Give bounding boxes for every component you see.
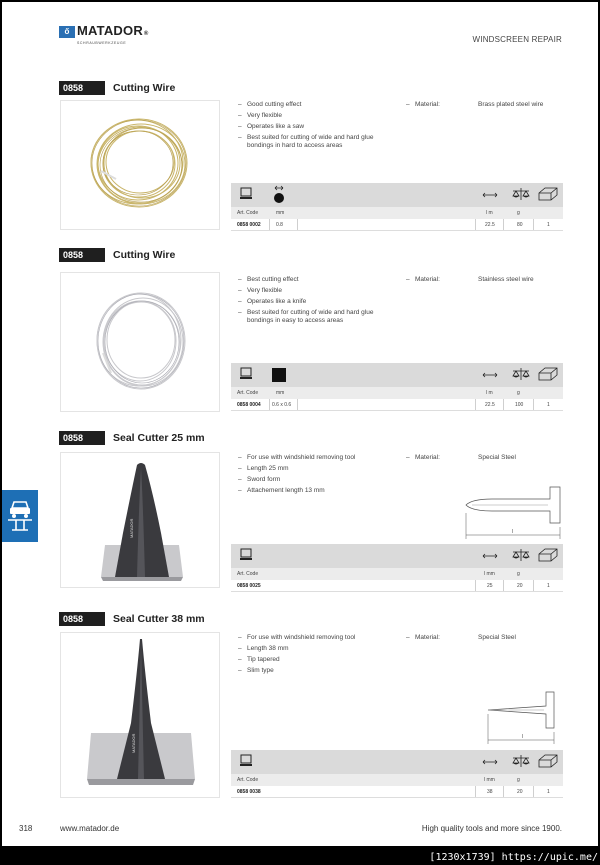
length-icon (482, 372, 498, 378)
matador-logo (59, 24, 149, 46)
spec-table-units (231, 207, 563, 219)
footer-slogan: High quality tools and more since 1900. (421, 824, 562, 833)
feature-item: – Very flexible (238, 112, 398, 120)
product-code-badge: 0858 (59, 612, 105, 626)
value-length: 22.5 (485, 402, 495, 408)
unit-art-code: Art. Code (237, 210, 259, 216)
package-icon (538, 753, 558, 769)
feature-list (238, 634, 398, 678)
article-code: 0858 0038 (237, 789, 261, 795)
feature-item: – Operates like a saw (238, 123, 398, 131)
spec-table-icons (231, 544, 563, 568)
spec-table-row (231, 580, 563, 592)
material-label: – Material: (406, 454, 440, 461)
spec-table-units (231, 774, 563, 786)
product-title: Seal Cutter 38 mm (113, 613, 205, 625)
square-wire-icon (272, 368, 286, 382)
unit-art-code: Art. Code (237, 390, 259, 396)
weight-icon (511, 547, 531, 563)
car-lift-icon (2, 490, 38, 542)
catalog-icon (240, 548, 252, 561)
package-icon (538, 547, 558, 563)
material-value: Stainless steel wire (478, 276, 534, 283)
feature-list (238, 101, 398, 153)
feature-item: – For use with windshield removing tool (238, 454, 398, 462)
feature-item: – Tip tapered (238, 656, 398, 664)
unit-diameter: mm (276, 210, 285, 216)
spec-table-row (231, 219, 563, 231)
spec-table-icons (231, 363, 563, 387)
watermark: [1230x1739] https://upic.me/ (429, 852, 598, 863)
feature-list (238, 276, 398, 328)
category-title: WINDSCREEN REPAIR (472, 35, 562, 44)
unit-length: l m (486, 390, 493, 396)
seal-cutter-38-drawing (484, 682, 566, 746)
material-label: – Material: (406, 276, 440, 283)
page-number: 318 (19, 824, 33, 833)
length-icon (482, 553, 498, 559)
unit-length: l m (486, 210, 493, 216)
feature-item: – Slim type (238, 667, 398, 675)
value-package: 1 (547, 222, 550, 228)
spec-table-row (231, 399, 563, 411)
unit-length: l mm (484, 777, 495, 783)
seal-cutter-25-drawing (462, 479, 566, 541)
catalog-icon (240, 754, 252, 767)
product-code-badge: 0858 (59, 81, 105, 95)
catalog-page (2, 2, 598, 846)
feature-item: – Best suited for cutting of wide and hard glue bondings in easy to access areas (238, 309, 398, 325)
value-size: 0.6 x 0.6 (272, 402, 292, 408)
spec-table-icons (231, 750, 563, 774)
feature-list (238, 454, 398, 498)
svg-text:MATADOR: MATADOR (129, 518, 134, 538)
spec-table-icons (231, 183, 563, 207)
feature-item: – For use with windshield removing tool (238, 634, 398, 642)
dimension-label: l (512, 529, 514, 535)
unit-weight: g (517, 210, 520, 216)
article-code: 0858 0025 (237, 583, 261, 589)
length-icon (482, 759, 498, 765)
material-value: Brass plated steel wire (478, 101, 544, 108)
unit-weight: g (517, 390, 520, 396)
unit-weight: g (517, 777, 520, 783)
value-package: 1 (547, 402, 550, 408)
round-wire-icon (273, 185, 285, 205)
value-package: 1 (547, 789, 550, 795)
weight-icon (511, 366, 531, 382)
product-title: Cutting Wire (113, 249, 176, 261)
unit-weight: g (517, 571, 520, 577)
spec-table (231, 183, 563, 231)
feature-item: – Attachement length 13 mm (238, 487, 398, 495)
spec-table-row (231, 786, 563, 798)
unit-art-code: Art. Code (237, 571, 259, 577)
feature-item: – Sword form (238, 476, 398, 484)
unit-length: l mm (484, 571, 495, 577)
value-length: 25 (487, 583, 493, 589)
spec-table-units (231, 387, 563, 399)
feature-item: – Very flexible (238, 287, 398, 295)
product-image-steel-wire (60, 272, 220, 412)
catalog-icon (240, 187, 252, 200)
product-title: Cutting Wire (113, 82, 176, 94)
material-label: – Material: (406, 634, 440, 641)
material-value: Special Steel (478, 454, 516, 461)
value-diameter: 0.8 (276, 222, 283, 228)
logo-mark: ő (59, 26, 75, 38)
footer-url: www.matador.de (60, 824, 120, 833)
catalog-icon (240, 367, 252, 380)
spec-table (231, 363, 563, 411)
article-code: 0858 0002 (237, 222, 261, 228)
value-package: 1 (547, 583, 550, 589)
value-weight: 20 (517, 789, 523, 795)
feature-item: – Best suited for cutting of wide and hard glue bondings in hard to access areas (238, 134, 398, 150)
material-label: – Material: (406, 101, 440, 108)
value-length: 22.5 (485, 222, 495, 228)
feature-item: – Length 38 mm (238, 645, 398, 653)
spec-table-units (231, 568, 563, 580)
value-weight: 80 (517, 222, 523, 228)
dimension-label: l (522, 734, 524, 740)
product-title: Seal Cutter 25 mm (113, 432, 205, 444)
unit-size: mm (276, 390, 285, 396)
package-icon (538, 186, 558, 202)
product-image-seal-cutter-25 (60, 452, 220, 588)
product-code-badge: 0858 (59, 431, 105, 445)
feature-item: – Length 25 mm (238, 465, 398, 473)
product-image-seal-cutter-38 (60, 632, 220, 798)
chapter-tab-vehicle (2, 490, 38, 542)
material-value: Special Steel (478, 634, 516, 641)
svg-text:MATADOR: MATADOR (131, 733, 136, 753)
value-weight: 100 (515, 402, 524, 408)
article-code: 0858 0004 (237, 402, 261, 408)
value-weight: 20 (517, 583, 523, 589)
product-code-badge: 0858 (59, 248, 105, 262)
spec-table (231, 750, 563, 798)
registered-mark: ® (143, 31, 149, 37)
feature-item: – Operates like a knife (238, 298, 398, 306)
length-icon (482, 192, 498, 198)
package-icon (538, 366, 558, 382)
value-length: 38 (487, 789, 493, 795)
product-image-brass-wire (60, 100, 220, 230)
unit-art-code: Art. Code (237, 777, 259, 783)
feature-item: – Best cutting effect (238, 276, 398, 284)
weight-icon (511, 186, 531, 202)
feature-item: – Good cutting effect (238, 101, 398, 109)
weight-icon (511, 753, 531, 769)
spec-table (231, 544, 563, 592)
brand-subtitle: SCHRAUBWERKZEUGE (77, 41, 127, 45)
brand-name: MATADOR (77, 23, 143, 38)
